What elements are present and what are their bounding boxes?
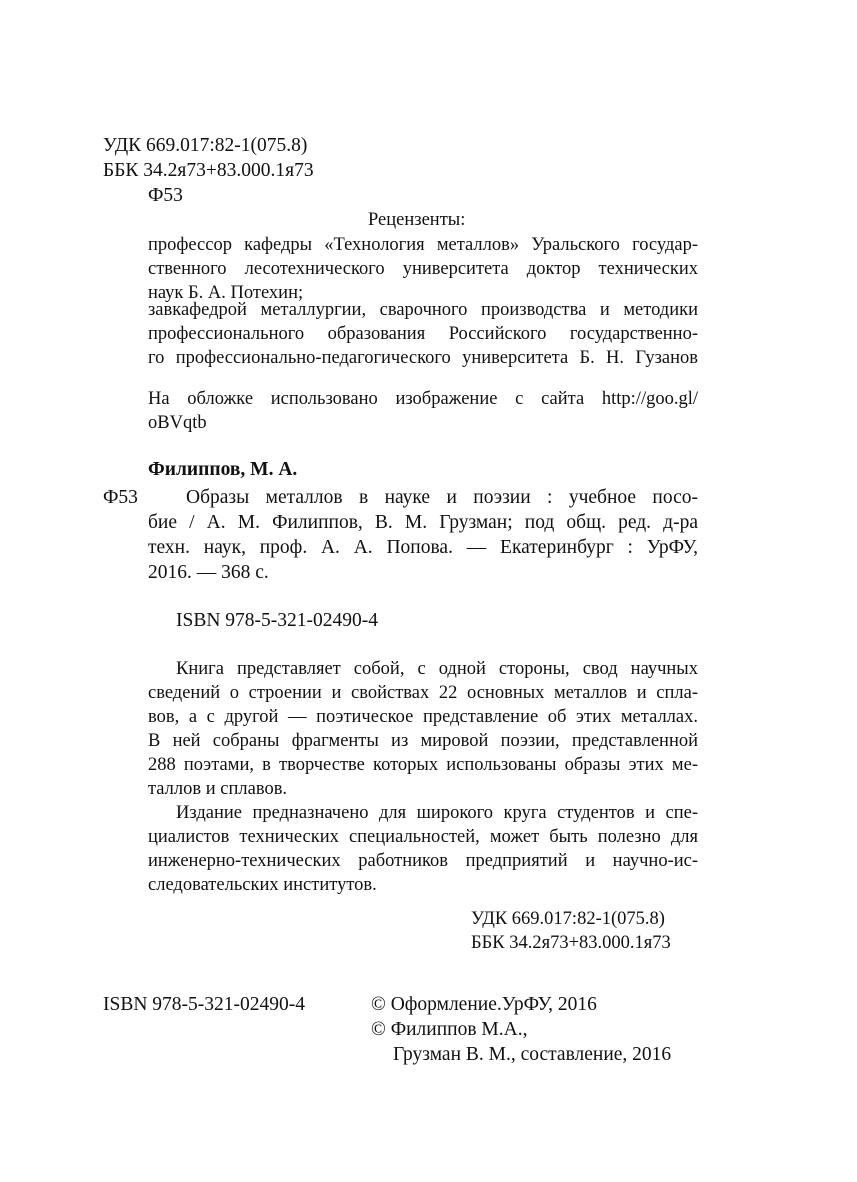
annotation-line-2: сведений о строении и свойствах 22 основных металлов и спла-: [148, 683, 698, 703]
header-bbk: ББК 34.2я73+83.000.1я73: [103, 160, 314, 181]
annotation-line-4: В ней собраны фрагменты из мировой поэзии, представленной: [148, 731, 698, 751]
annotation-line-9: инженерно-технических работников предприятий и научно-ис-: [148, 851, 698, 871]
reviewer1-line-1: профессор кафедры «Технология металлов» Уральского государ-: [148, 235, 698, 255]
footer-copyright-design: © Оформление.УрФУ, 2016: [371, 994, 597, 1015]
reviewer2-line-3: го профессионально-педагогического университета Б. Н. Гузанов: [148, 348, 698, 368]
bib-line-3: техн. наук, проф. А. А. Попова. — Екатеринбург : УрФУ,: [148, 537, 698, 558]
annotation-line-10: следовательских институтов.: [148, 875, 377, 895]
header-udk: УДК 669.017:82-1(075.8): [103, 135, 308, 156]
footer-isbn: ISBN 978-5-321-02490-4: [103, 994, 306, 1015]
annotation-line-8: циалистов технических специальностей, может быть полезно для: [148, 827, 698, 847]
bib-line-2: бие / А. М. Филиппов, В. М. Грузман; под общ. ред. д-ра: [148, 512, 698, 533]
annotation-line-7: Издание предназначено для широкого круга студентов и спе-: [176, 803, 698, 823]
reviewer2-line-2: профессионального образования Российского государственно-: [148, 324, 698, 344]
footer-copyright-compiler: Грузман В. М., составление, 2016: [393, 1044, 672, 1065]
footer-copyright-author: © Филиппов М.А.,: [371, 1019, 528, 1040]
reviewer2-line-1: завкафедрой металлургии, сварочного производства и методики: [148, 300, 698, 320]
annotation-line-5: 288 поэтами, в творчестве которых использованы образы этих ме-: [148, 755, 698, 775]
classification-bbk: ББК 34.2я73+83.000.1я73: [471, 933, 671, 953]
reviewer1-line-3: наук Б. А. Потехин;: [148, 283, 304, 303]
classification-udk: УДК 669.017:82-1(075.8): [471, 909, 665, 929]
reviewer1-line-2: ственного лесотехнического университета доктор технических: [148, 259, 698, 279]
bib-code: Ф53: [103, 487, 138, 508]
cover-note-line-2: oBVqtb: [148, 413, 207, 433]
annotation-line-1: Книга представляет собой, с одной стороны, свод научных: [176, 659, 698, 679]
bib-line-4: 2016. — 368 с.: [148, 562, 269, 583]
header-code: Ф53: [148, 185, 183, 206]
annotation-line-6: таллов и сплавов.: [148, 779, 288, 799]
cover-note-line-1: На обложке использовано изображение с сайта http://goo.gl/: [148, 389, 698, 409]
bib-author: Филиппов, М. А.: [148, 459, 298, 480]
reviewers-title: Рецензенты:: [368, 210, 466, 230]
bib-isbn: ISBN 978-5-321-02490-4: [176, 610, 379, 631]
bib-line-1: Образы металлов в науке и поэзии : учебное посо-: [186, 487, 698, 508]
annotation-line-3: вов, а с другой — поэтическое представление об этих металлах.: [148, 707, 698, 727]
